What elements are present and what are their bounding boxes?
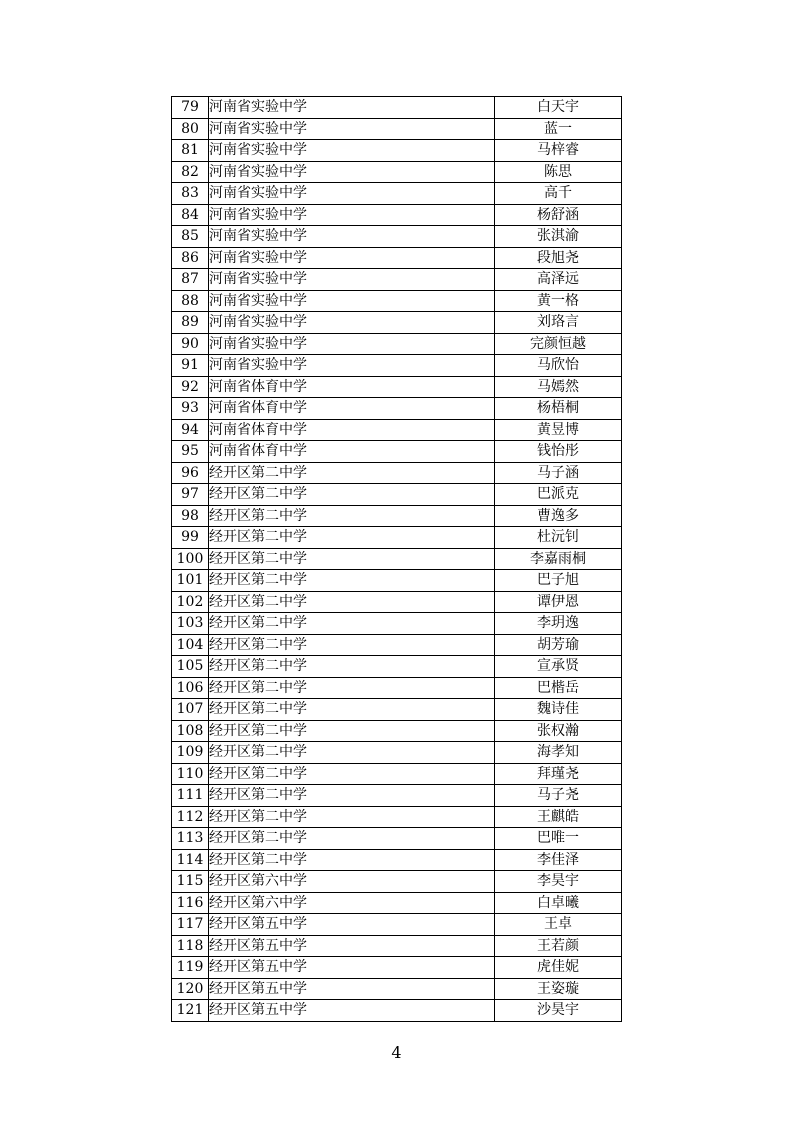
table-row: [172, 978, 622, 1000]
row-number-cell: 107: [172, 699, 209, 721]
school-cell: 经开区第二中学: [209, 462, 495, 484]
row-number-cell: 86: [172, 247, 209, 269]
school-cell: 经开区第六中学: [209, 871, 495, 893]
student-name-cell: 张权瀚: [495, 720, 622, 742]
row-number-cell: 91: [172, 355, 209, 377]
student-name-cell: 宣承贤: [495, 656, 622, 678]
table-row: [172, 333, 622, 355]
student-name-cell: 白卓曦: [495, 892, 622, 914]
table-row: [172, 806, 622, 828]
school-cell: 经开区第五中学: [209, 914, 495, 936]
row-number-cell: 99: [172, 527, 209, 549]
row-number-cell: 79: [172, 97, 209, 119]
table-row: [172, 871, 622, 893]
table-row: [172, 247, 622, 269]
school-cell: 河南省实验中学: [209, 161, 495, 183]
school-cell: 经开区第二中学: [209, 527, 495, 549]
student-name-cell: 白天宇: [495, 97, 622, 119]
student-name-cell: 王麒皓: [495, 806, 622, 828]
student-name-cell: 完颜恒越: [495, 333, 622, 355]
student-name-cell: 王姿璇: [495, 978, 622, 1000]
school-cell: 经开区第二中学: [209, 720, 495, 742]
table-row: [172, 441, 622, 463]
table-row: [172, 656, 622, 678]
table-row: [172, 1000, 622, 1022]
student-name-cell: 段旭尧: [495, 247, 622, 269]
student-name-cell: 巴楷岳: [495, 677, 622, 699]
school-cell: 经开区第二中学: [209, 613, 495, 635]
table-row: [172, 570, 622, 592]
student-roster-table: [171, 96, 622, 1022]
student-name-cell: 李昊宇: [495, 871, 622, 893]
row-number-cell: 95: [172, 441, 209, 463]
school-cell: 经开区第二中学: [209, 849, 495, 871]
row-number-cell: 90: [172, 333, 209, 355]
school-cell: 河南省实验中学: [209, 226, 495, 248]
student-name-cell: 虎佳妮: [495, 957, 622, 979]
school-cell: 河南省体育中学: [209, 441, 495, 463]
row-number-cell: 85: [172, 226, 209, 248]
row-number-cell: 100: [172, 548, 209, 570]
row-number-cell: 110: [172, 763, 209, 785]
student-name-cell: 马子尧: [495, 785, 622, 807]
school-cell: 经开区第二中学: [209, 656, 495, 678]
row-number-cell: 87: [172, 269, 209, 291]
table-row: [172, 957, 622, 979]
table-row: [172, 183, 622, 205]
school-cell: 河南省实验中学: [209, 333, 495, 355]
student-name-cell: 黄一格: [495, 290, 622, 312]
row-number-cell: 89: [172, 312, 209, 334]
row-number-cell: 104: [172, 634, 209, 656]
school-cell: 经开区第二中学: [209, 699, 495, 721]
student-name-cell: 杨梧桐: [495, 398, 622, 420]
table-row: [172, 720, 622, 742]
row-number-cell: 112: [172, 806, 209, 828]
school-cell: 河南省实验中学: [209, 140, 495, 162]
student-name-cell: 张淇渝: [495, 226, 622, 248]
table-row: [172, 97, 622, 119]
student-name-cell: 拜瑾尧: [495, 763, 622, 785]
row-number-cell: 103: [172, 613, 209, 635]
row-number-cell: 98: [172, 505, 209, 527]
school-cell: 经开区第二中学: [209, 634, 495, 656]
row-number-cell: 93: [172, 398, 209, 420]
row-number-cell: 113: [172, 828, 209, 850]
student-name-cell: 王卓: [495, 914, 622, 936]
table-row: [172, 204, 622, 226]
school-cell: 经开区第二中学: [209, 591, 495, 613]
table-row: [172, 613, 622, 635]
table-row: [172, 484, 622, 506]
table-row: [172, 914, 622, 936]
row-number-cell: 102: [172, 591, 209, 613]
school-cell: 经开区第二中学: [209, 570, 495, 592]
table-row: [172, 462, 622, 484]
student-name-cell: 巴派克: [495, 484, 622, 506]
table-row: [172, 312, 622, 334]
table-row: [172, 226, 622, 248]
table-row: [172, 785, 622, 807]
student-name-cell: 黄昱博: [495, 419, 622, 441]
student-name-cell: 马嫣然: [495, 376, 622, 398]
row-number-cell: 82: [172, 161, 209, 183]
student-name-cell: 巴唯一: [495, 828, 622, 850]
row-number-cell: 119: [172, 957, 209, 979]
table-row: [172, 398, 622, 420]
school-cell: 经开区第二中学: [209, 763, 495, 785]
school-cell: 经开区第五中学: [209, 978, 495, 1000]
row-number-cell: 106: [172, 677, 209, 699]
table-row: [172, 591, 622, 613]
school-cell: 经开区第二中学: [209, 742, 495, 764]
student-name-cell: 高泽远: [495, 269, 622, 291]
table-row: [172, 140, 622, 162]
row-number-cell: 114: [172, 849, 209, 871]
table-row: [172, 548, 622, 570]
row-number-cell: 108: [172, 720, 209, 742]
table-row: [172, 505, 622, 527]
student-name-cell: 王若颜: [495, 935, 622, 957]
school-cell: 经开区第二中学: [209, 548, 495, 570]
student-name-cell: 刘珞言: [495, 312, 622, 334]
school-cell: 经开区第五中学: [209, 1000, 495, 1022]
table-row: [172, 118, 622, 140]
school-cell: 河南省实验中学: [209, 355, 495, 377]
table-row: [172, 634, 622, 656]
row-number-cell: 101: [172, 570, 209, 592]
school-cell: 河南省实验中学: [209, 118, 495, 140]
student-name-cell: 李玥逸: [495, 613, 622, 635]
student-name-cell: 杜沅钊: [495, 527, 622, 549]
school-cell: 河南省实验中学: [209, 269, 495, 291]
school-cell: 河南省体育中学: [209, 419, 495, 441]
student-name-cell: 杨舒涵: [495, 204, 622, 226]
school-cell: 经开区第五中学: [209, 935, 495, 957]
school-cell: 经开区第二中学: [209, 806, 495, 828]
student-name-cell: 蓝一: [495, 118, 622, 140]
page-number: 4: [391, 1043, 402, 1062]
row-number-cell: 120: [172, 978, 209, 1000]
row-number-cell: 81: [172, 140, 209, 162]
school-cell: 河南省实验中学: [209, 204, 495, 226]
school-cell: 经开区第二中学: [209, 677, 495, 699]
school-cell: 河南省实验中学: [209, 312, 495, 334]
table-row: [172, 699, 622, 721]
student-name-cell: 曹逸多: [495, 505, 622, 527]
table-row: [172, 376, 622, 398]
row-number-cell: 94: [172, 419, 209, 441]
student-name-cell: 马欣怡: [495, 355, 622, 377]
row-number-cell: 117: [172, 914, 209, 936]
row-number-cell: 121: [172, 1000, 209, 1022]
student-name-cell: 陈思: [495, 161, 622, 183]
student-name-cell: 沙昊宇: [495, 1000, 622, 1022]
school-cell: 经开区第二中学: [209, 484, 495, 506]
row-number-cell: 88: [172, 290, 209, 312]
student-name-cell: 魏诗佳: [495, 699, 622, 721]
table-row: [172, 677, 622, 699]
roster-table-body: [172, 97, 622, 1022]
table-row: [172, 935, 622, 957]
student-name-cell: 李嘉雨桐: [495, 548, 622, 570]
row-number-cell: 115: [172, 871, 209, 893]
row-number-cell: 96: [172, 462, 209, 484]
student-name-cell: 马梓睿: [495, 140, 622, 162]
table-row: [172, 849, 622, 871]
school-cell: 经开区第五中学: [209, 957, 495, 979]
table-row: [172, 742, 622, 764]
school-cell: 河南省实验中学: [209, 290, 495, 312]
student-name-cell: 李佳泽: [495, 849, 622, 871]
table-row: [172, 355, 622, 377]
school-cell: 河南省体育中学: [209, 398, 495, 420]
table-row: [172, 290, 622, 312]
student-name-cell: 高千: [495, 183, 622, 205]
student-name-cell: 钱怡彤: [495, 441, 622, 463]
table-row: [172, 161, 622, 183]
school-cell: 河南省实验中学: [209, 97, 495, 119]
row-number-cell: 80: [172, 118, 209, 140]
table-row: [172, 892, 622, 914]
school-cell: 河南省体育中学: [209, 376, 495, 398]
row-number-cell: 92: [172, 376, 209, 398]
student-name-cell: 海孝知: [495, 742, 622, 764]
school-cell: 河南省实验中学: [209, 183, 495, 205]
school-cell: 经开区第六中学: [209, 892, 495, 914]
row-number-cell: 118: [172, 935, 209, 957]
row-number-cell: 84: [172, 204, 209, 226]
school-cell: 河南省实验中学: [209, 247, 495, 269]
row-number-cell: 97: [172, 484, 209, 506]
student-name-cell: 谭伊恩: [495, 591, 622, 613]
row-number-cell: 116: [172, 892, 209, 914]
table-row: [172, 763, 622, 785]
table-row: [172, 828, 622, 850]
table-row: [172, 269, 622, 291]
school-cell: 经开区第二中学: [209, 828, 495, 850]
row-number-cell: 109: [172, 742, 209, 764]
row-number-cell: 105: [172, 656, 209, 678]
table-row: [172, 419, 622, 441]
school-cell: 经开区第二中学: [209, 785, 495, 807]
row-number-cell: 111: [172, 785, 209, 807]
table-row: [172, 527, 622, 549]
school-cell: 经开区第二中学: [209, 505, 495, 527]
student-name-cell: 胡芳瑜: [495, 634, 622, 656]
row-number-cell: 83: [172, 183, 209, 205]
student-name-cell: 马子涵: [495, 462, 622, 484]
student-name-cell: 巴子旭: [495, 570, 622, 592]
